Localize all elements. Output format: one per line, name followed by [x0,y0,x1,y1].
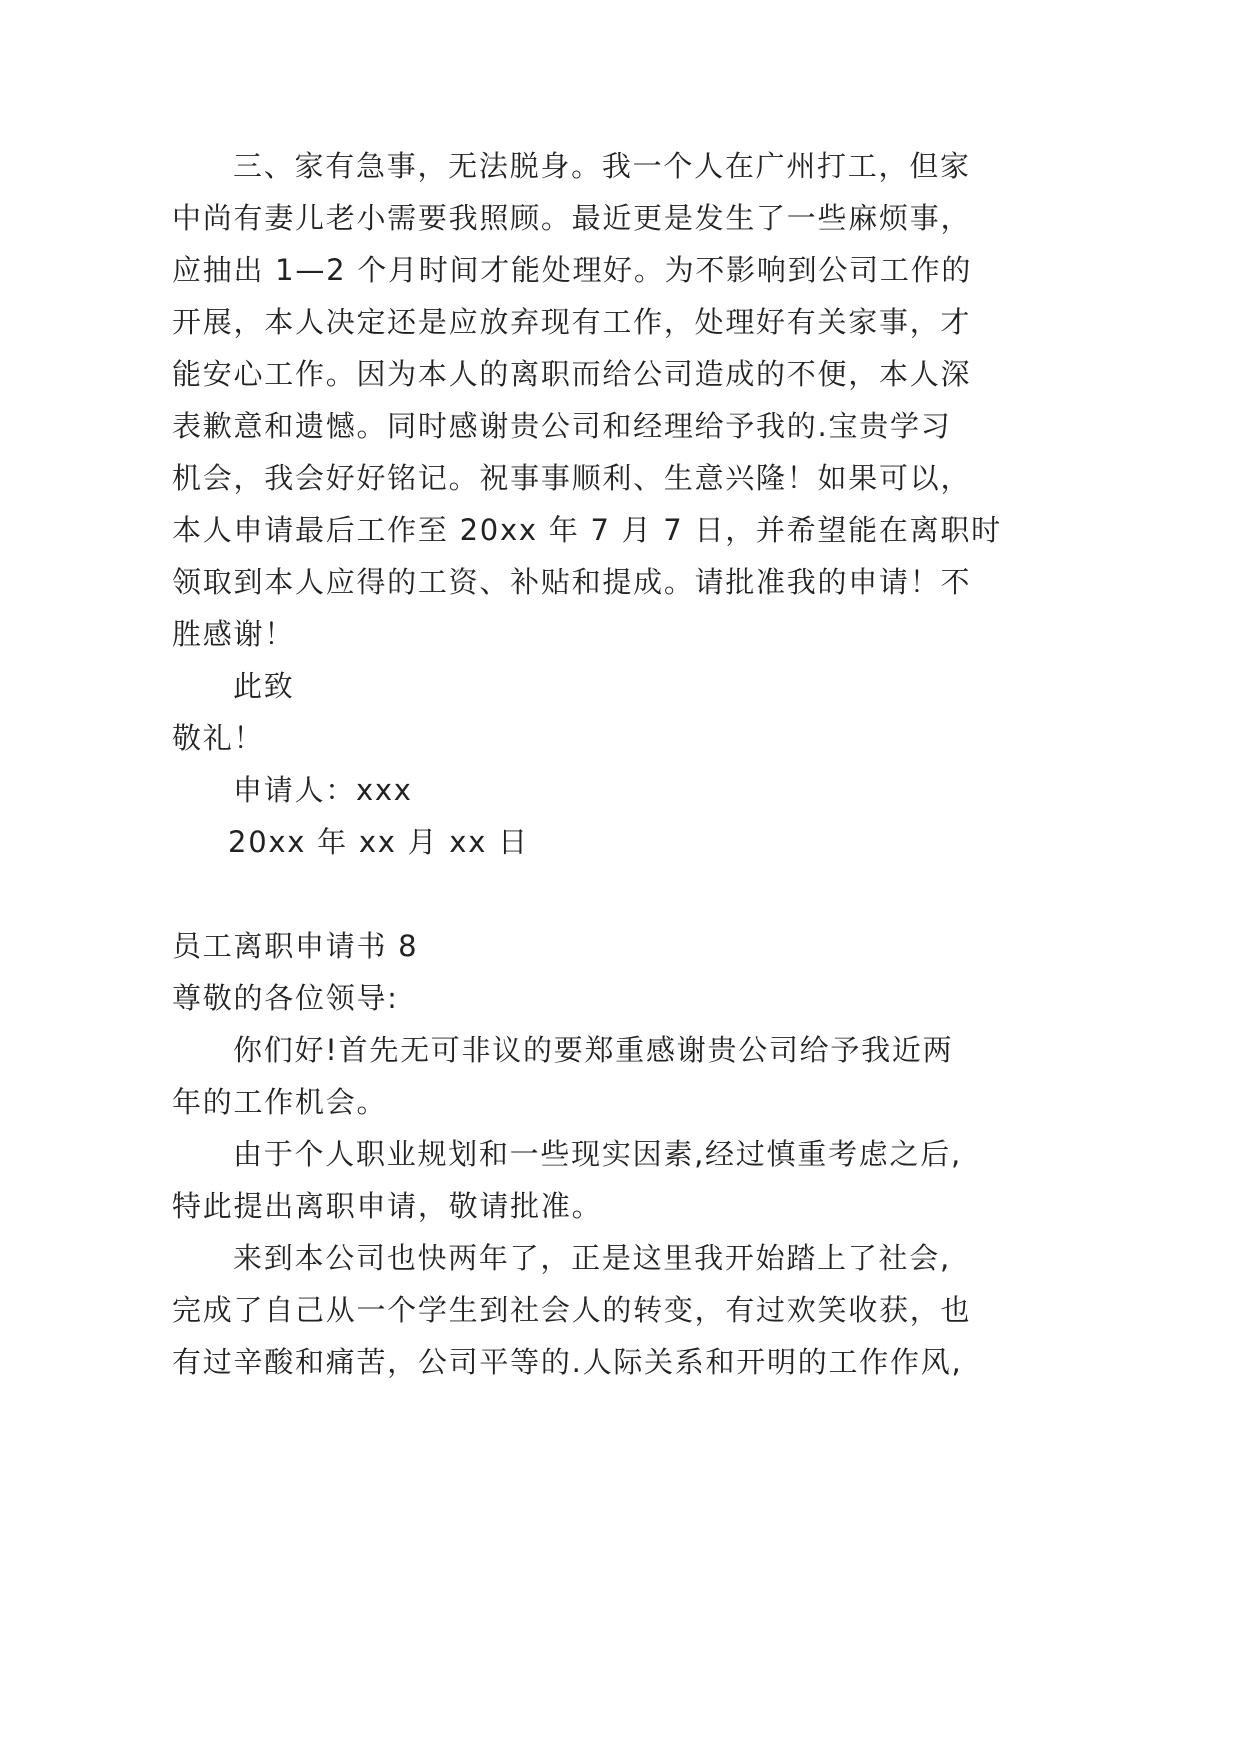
salutation: 尊敬的各位领导: [172,981,399,1015]
paragraph-line: 来到本公司也快两年了，正是这里我开始踏上了社会, [233,1241,951,1275]
paragraph-line: 你们好!首先无可非议的要郑重感谢贵公司给予我近两 [233,1033,954,1067]
paragraph-line: 胜感谢！ [172,617,295,651]
closing-jing-li: 敬礼！ [172,721,265,755]
paragraph-line: 中尚有妻儿老小需要我照顾。最近更是发生了一些麻烦事， [172,201,972,235]
closing-ci-zhi: 此致 [233,669,295,703]
paragraph-line: 本人申请最后工作至 20xx 年 7 月 7 日，并希望能在离职时 [172,513,1002,547]
paragraph-line: 能安心工作。因为本人的离职而给公司造成的不便，本人深 [172,357,972,391]
applicant-signature: 申请人：xxx [233,773,413,807]
paragraph-line: 应抽出 1—2 个月时间才能处理好。为不影响到公司工作的 [172,253,973,287]
paragraph-line: 表歉意和遗憾。同时感谢贵公司和经理给予我的.宝贵学习 [172,409,952,443]
paragraph-line: 由于个人职业规划和一些现实因素,经过慎重考虑之后, [233,1137,962,1171]
paragraph-line: 完成了自己从一个学生到社会人的转变，有过欢笑收获，也 [172,1293,972,1327]
paragraph-line: 特此提出离职申请，敬请批准。 [172,1189,603,1223]
paragraph-line: 年的工作机会。 [172,1085,388,1119]
paragraph-line: 有过辛酸和痛苦，公司平等的.人际关系和开明的工作作风, [172,1345,963,1379]
paragraph-line: 领取到本人应得的工资、补贴和提成。请批准我的申请！不 [172,565,972,599]
signature-date: 20xx 年 xx 月 xx 日 [228,825,529,859]
section-title: 员工离职申请书 8 [172,929,419,963]
paragraph-line: 开展，本人决定还是应放弃现有工作，处理好有关家事，才 [172,305,972,339]
paragraph-line: 三、家有急事，无法脱身。我一个人在广州打工，但家 [233,149,971,183]
paragraph-line: 机会，我会好好铭记。祝事事顺利、生意兴隆！如果可以， [172,461,972,495]
